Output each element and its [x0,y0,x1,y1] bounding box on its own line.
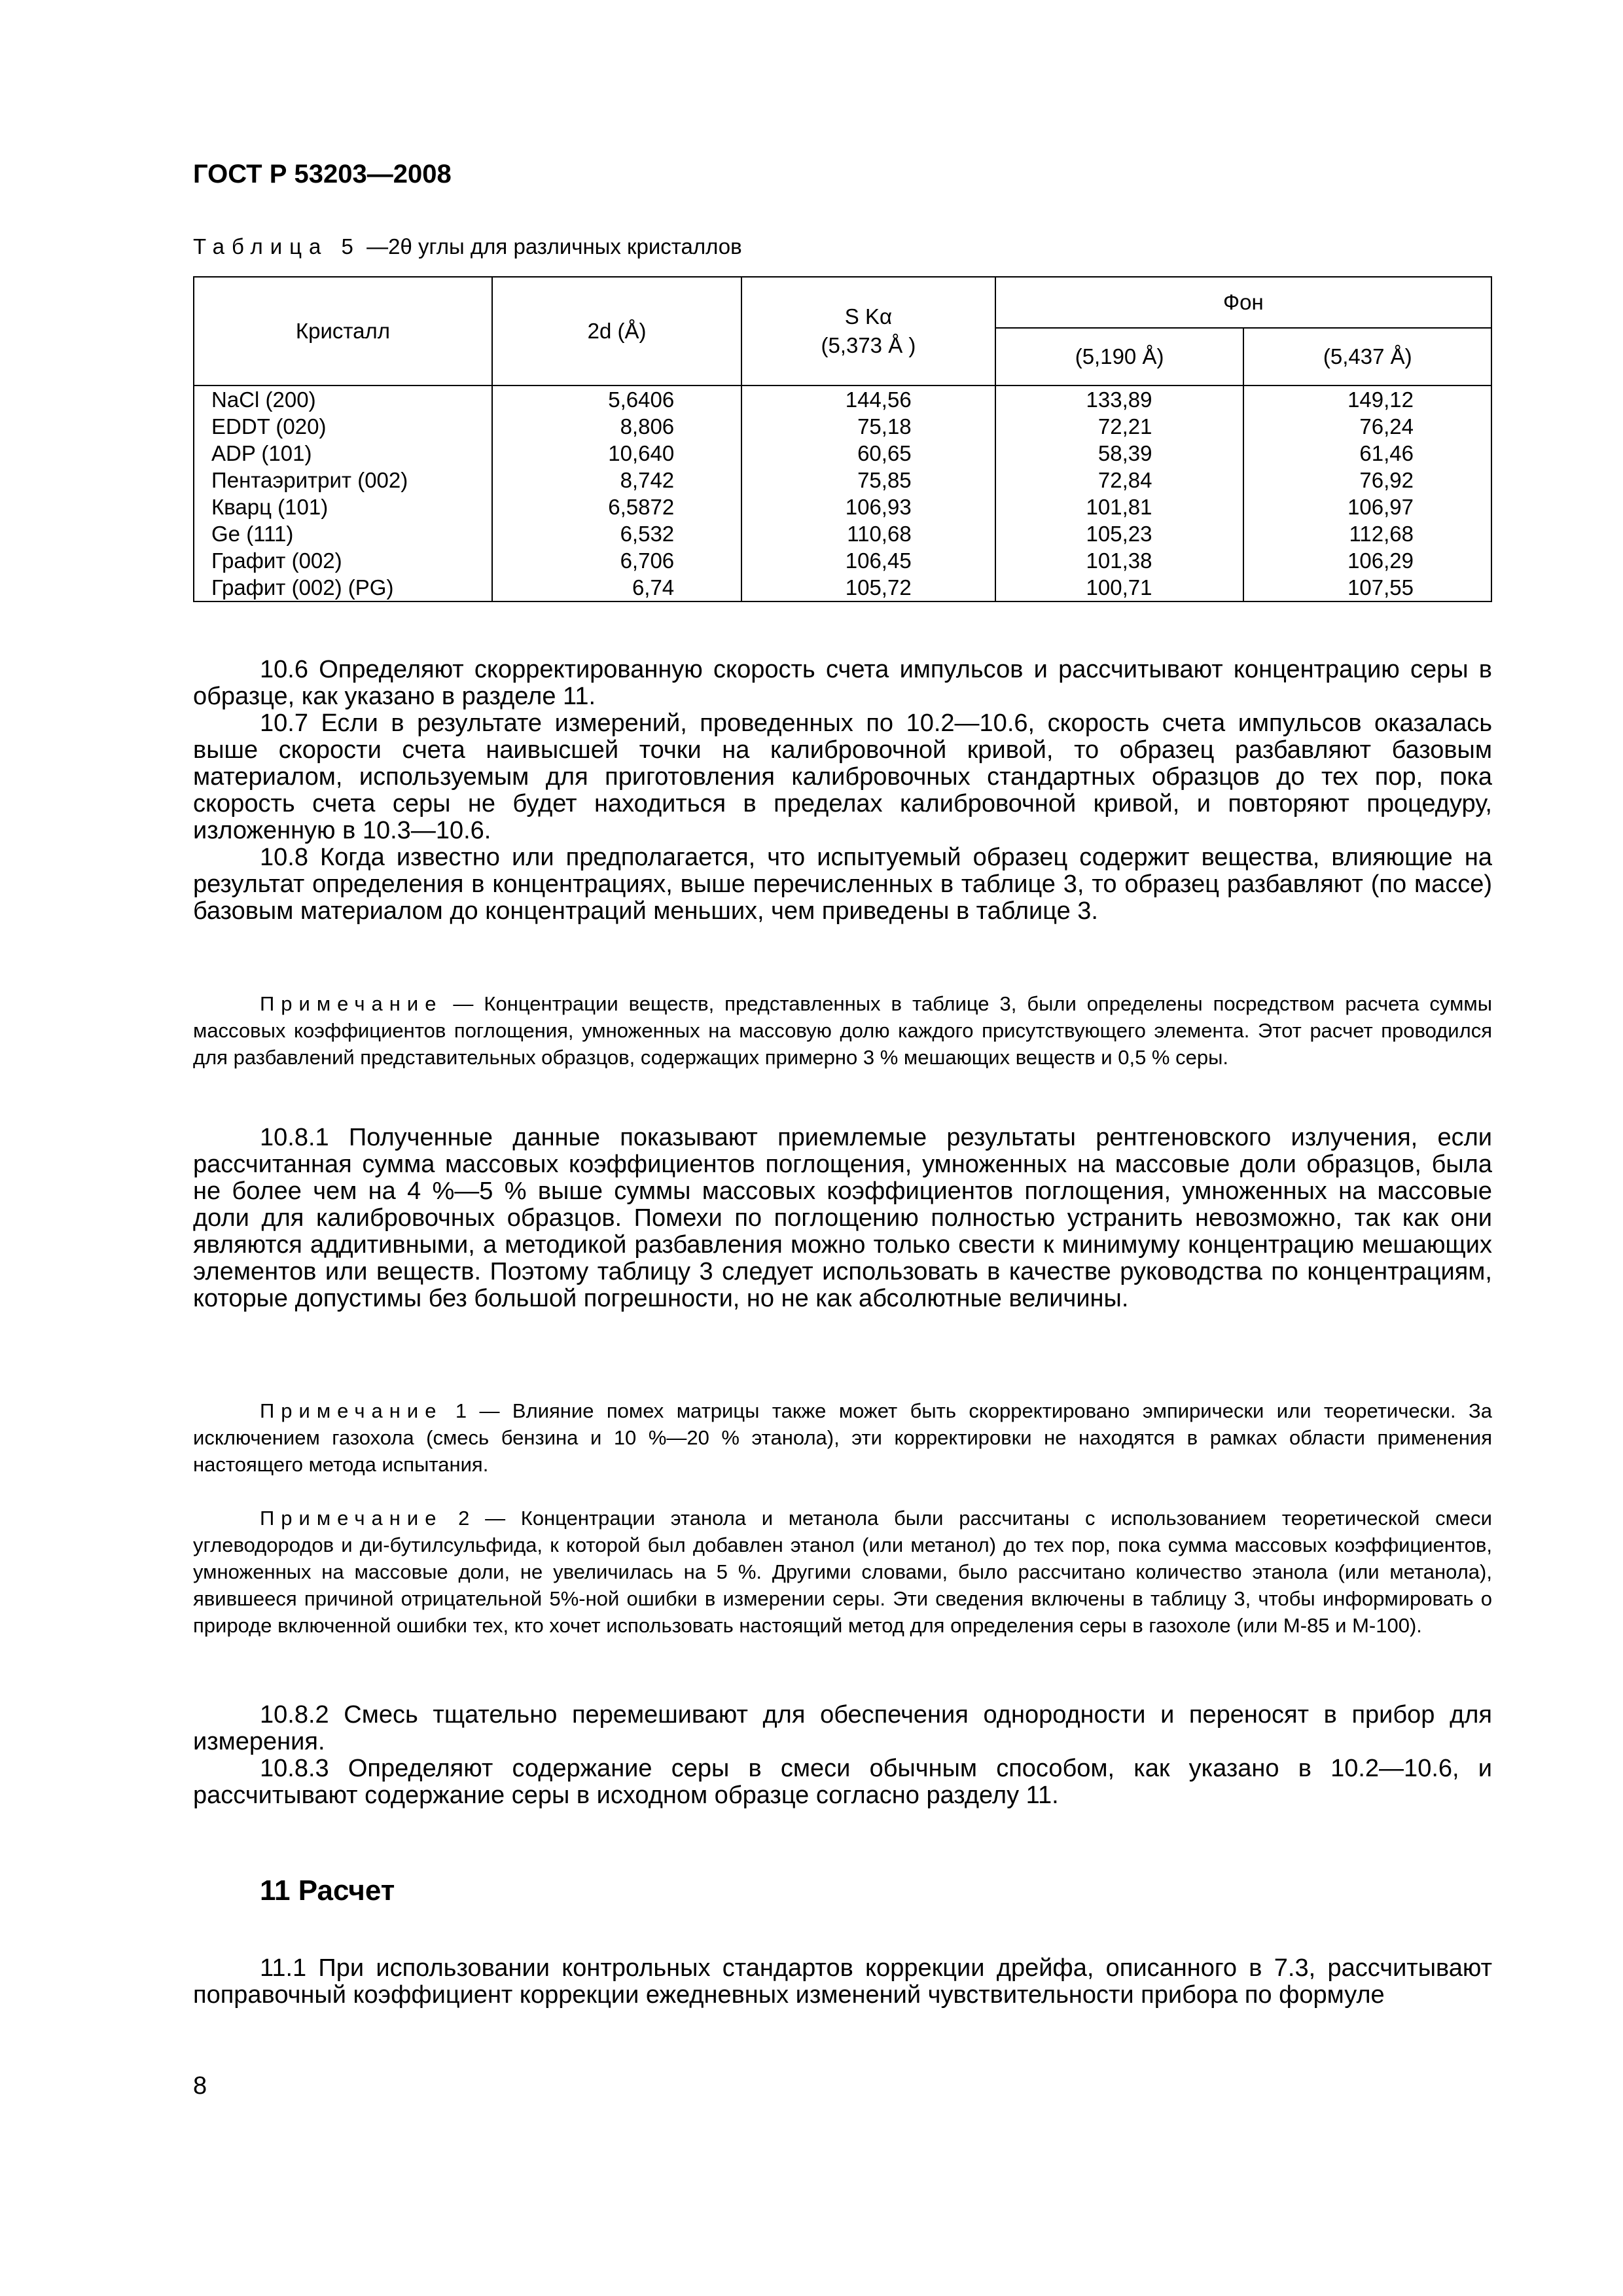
table-cell: 105,23 [1086,522,1152,546]
table-cell: 76,92 [1359,468,1414,492]
page-header: ГОСТ Р 53203—2008 [193,160,452,188]
table-cell: 8,742 [620,468,675,492]
column-two-d [492,386,741,601]
header-sk-sub: (5,373 Å ) [821,333,916,357]
table-cell: 133,89 [1086,387,1152,412]
table-caption [193,234,742,259]
table-cell: Графит (002) (PG) [211,575,394,600]
paragraph-10-8-2: 10.8.2 Смесь тщательно перемешивают для обеспечения однородности и переносят в прибор для измерения. [193,1701,1492,1755]
header-two-d: 2d (Å) [492,277,741,386]
table-cell: Кварц (101) [211,495,329,519]
table-cell: 101,38 [1086,548,1152,573]
table-cell: 6,532 [620,522,675,546]
note-2-text [193,1505,1492,1639]
paragraph-10-8: 10.8 Когда известно или предполагается, что испытуемый образец содержит вещества, влияющие на результат определения в концентрациях, выше перечисленных в таблице 3, то образец разбавляют (по массе) базовым материалом до концентраций меньших, чем приведены в таблице 3. [193,844,1492,925]
table-caption-text: —2θ углы для различных кристаллов [360,234,742,259]
note-a-body: — Концентрации веществ, представленных в таблице 3, были определены посредством расчета суммы массовых коэффициентов поглощения, умноженных на массовую долю каждого присутствующего элемента. Этот расчет проводился для разбавлений представительных образцов, содержащих примерно 3 % мешающих веществ и 0,5 % серы. [193,992,1492,1069]
crystal-angle-table [193,276,1492,602]
column-sk [741,386,995,601]
paragraph-11-1: 11.1 При использовании контрольных стандартов коррекции дрейфа, описанного в 7.3, рассчитывают поправочный коэффициент коррекции ежедневных изменений чувствительности прибора по формуле [193,1954,1492,2009]
table-cell: 75,85 [857,468,912,492]
paragraph-10-8-1: 10.8.1 Полученные данные показывают приемлемые результаты рентгеновского излучения, если рассчитанная сумма массовых коэффициентов поглощения, умноженных на массовые доли образцов, была не более чем на 4 %—5 % выше суммы массовых коэффициентов поглощения, умноженных на массовые доли для калибровочных образцов. Помехи по поглощению полностью устранить невозможно, так как они являются аддитивными, а методикой разбавления можно только свести к минимуму концентрацию мешающих элементов или веществ. Поэтому таблицу 3 следует использовать в качестве руководства по концентрациям, которые допустимы без большой погрешности, но не как абсолютные величины. [193,1124,1492,1312]
paragraph-10-7: 10.7 Если в результате измерений, проведенных по 10.2—10.6, скорость счета импульсов оказалась выше скорости счета наивысшей точки на калибровочной кривой, то образец разбавляют базовым материалом, используемым для приготовления калибровочных стандартных образцов до тех пор, пока скорость счета серы не будет находиться в пределах калибровочной кривой, и повторяют процедуру, изложенную в 10.3—10.6. [193,709,1492,844]
paragraph-10-6: 10.6 Определяют скорректированную скорость счета импульсов и рассчитывают концентрацию серы в образце, как указано в разделе 11. [193,656,1492,710]
header-sk [741,277,995,386]
table-cell: 6,5872 [608,495,675,519]
table-cell: Графит (002) [211,548,342,573]
note-a-text [193,990,1492,1071]
table-cell: 105,72 [845,575,912,600]
table-cell: 6,706 [620,548,675,573]
table-cell: 106,93 [845,495,912,519]
page-number: 8 [193,2072,207,2100]
table-cell: 107,55 [1347,575,1414,600]
header-crystal: Кристалл [194,277,492,386]
table-cell: 72,84 [1097,468,1152,492]
table-cell: 110,68 [847,522,912,546]
table-cell: 60,65 [857,441,912,465]
note-2-body: 2 — Концентрации этанола и метанола были рассчитаны с использованием теоретической смеси углеводородов и ди-бутилсульфида, к которой был добавлен этанол (или метанол) до тех пор, пока сумма массовых коэффициентов, умноженных на массовые доли, не увеличилась на 5 %. Другими словами, было рассчитано количество этанола (или метанола), явившееся причиной отрицательной 5%-ной ошибки в измерении серы. Эти сведения включены в таблицу 3, чтобы информировать о природе включенной ошибки тех, кто хочет использовать настоящий метод для определения серы в газохоле (или М-85 и М-100). [193,1507,1492,1637]
header-background: Фон [995,277,1491,328]
table-cell: 76,24 [1359,414,1414,439]
note-2 [193,1505,1492,1639]
note-1-text [193,1397,1492,1478]
table-cell: 112,68 [1349,522,1414,546]
paragraph-10-8-1-block [193,1124,1492,1312]
table-cell: 10,640 [608,441,675,465]
header-sk-main: S Kα [844,304,893,329]
note-1-body: 1 — Влияние помех матрицы также может быть скорректировано эмпирически или теоретически. За исключением газохола (смесь бензина и 10 %—20 % этанола), эти корректировки не находятся в рамках области применения настоящего метода испытания. [193,1399,1492,1476]
column-bg2 [1243,386,1491,601]
table-caption-label: Таблица 5 [193,234,361,259]
table-cell: 144,56 [845,387,912,412]
table-cell: 8,806 [620,414,675,439]
table-cell: ADP (101) [211,441,312,465]
table-cell: 75,18 [857,414,912,439]
table-cell: 149,12 [1347,387,1414,412]
paragraph-10-8-3: 10.8.3 Определяют содержание серы в смеси обычным способом, как указано в 10.2—10.6, и рассчитывают содержание серы в исходном образце согласно разделу 11. [193,1755,1492,1809]
note-a-label: Примечание [260,992,443,1015]
table-cell: 106,29 [1347,548,1414,573]
table-cell: 106,97 [1347,495,1414,519]
table-cell: 5,6406 [608,387,675,412]
table-cell: 101,81 [1086,495,1152,519]
paragraph-11-1-block [193,1955,1492,2009]
column-crystal [194,386,492,601]
header-bg1: (5,190 Å) [995,328,1244,386]
table-cell: 58,39 [1097,441,1152,465]
paragraphs-10-6-to-10-8 [193,656,1492,925]
note-1-label: Примечание [260,1399,443,1422]
note-a [193,990,1492,1071]
note-2-label: Примечание [260,1507,443,1530]
table-cell: 100,71 [1086,575,1152,600]
note-1 [193,1397,1492,1478]
column-bg1 [995,386,1244,601]
table-cell: NaCl (200) [211,387,316,412]
table-cell: 72,21 [1097,414,1152,439]
table-cell: Ge (111) [211,522,294,546]
table-cell: Пентаэритрит (002) [211,468,408,492]
table-cell: EDDT (020) [211,414,327,439]
section-heading-11: 11 Расчет [260,1874,395,1907]
table-cell: 61,46 [1359,441,1414,465]
header-bg2: (5,437 Å) [1243,328,1491,386]
table-cell: 106,45 [845,548,912,573]
table-cell: 6,74 [632,575,675,600]
paragraphs-10-8-2-to-10-8-3 [193,1702,1492,1809]
